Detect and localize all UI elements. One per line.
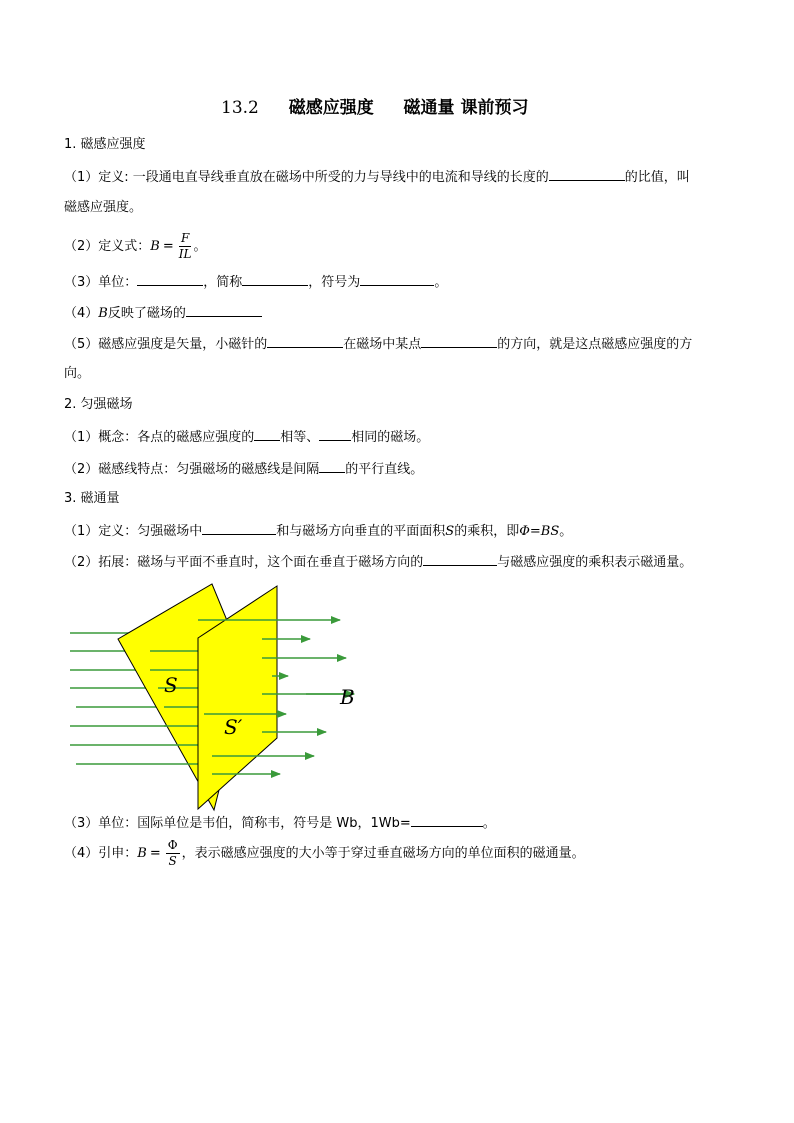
s3-derivation-line <box>64 839 585 868</box>
label-s: S <box>164 673 178 697</box>
s3-def-s: S <box>445 524 455 539</box>
s1-unit-blank-2 <box>242 274 308 286</box>
s1-def-blank <box>549 169 625 181</box>
s2-concept-text-b: 相等、 <box>280 430 320 445</box>
s3-definition-line <box>64 523 572 538</box>
label-s-prime: S′ <box>224 715 243 739</box>
s1-unit-text-c: ，符号为 <box>308 275 361 290</box>
title-text-1: 磁感应强度 <box>288 98 374 118</box>
formula-fraction <box>179 232 192 261</box>
s3-def-text-a: （1）定义：匀强磁场中 <box>64 524 203 539</box>
formula-eq: = <box>162 239 174 255</box>
s1-vector-line1 <box>64 336 692 351</box>
title-text-2: 磁通量 课前预习 <box>403 98 529 118</box>
s1-vec-blank-1 <box>267 336 343 348</box>
s1-definition-line1 <box>64 169 690 184</box>
s3-unit-line <box>64 815 496 830</box>
s1-vec-text-c: 的方向，就是这点磁感应强度的方 <box>497 337 693 352</box>
deriv-fraction <box>166 839 180 868</box>
s3-def-formula: Φ=BS <box>519 524 560 539</box>
section-3-heading: 3. 磁通量 <box>64 491 120 506</box>
s2-concept-blank-2 <box>319 429 351 441</box>
s3-extension-line <box>64 554 692 569</box>
page-title <box>221 100 528 117</box>
s1-refl-blank <box>186 305 262 317</box>
deriv-b: B <box>137 846 147 862</box>
s1-vec-text-a: （5）磁感应强度是矢量，小磁针的 <box>64 337 268 352</box>
s3-ext-text-b: 与磁感应强度的乘积表示磁通量。 <box>497 555 693 570</box>
s3-def-blank <box>202 523 276 535</box>
s1-vector-line2: 向。 <box>64 366 91 381</box>
s1-unit-blank-3 <box>360 274 434 286</box>
s2-concept-text-a: （1）概念：各点的磁感应强度的 <box>64 430 255 445</box>
s1-unit-text-b: ，简称 <box>203 275 243 290</box>
s2-concept-line <box>64 429 429 444</box>
s3-def-text-d: 。 <box>559 524 573 539</box>
s2-concept-blank-1 <box>254 429 280 441</box>
s1-unit-text-a: （3）单位： <box>64 275 138 290</box>
s2-lines-text-b: 的平行直线。 <box>345 462 424 477</box>
s1-vec-blank-2 <box>421 336 497 348</box>
s1-vec-text-b: 在磁场中某点 <box>343 337 422 352</box>
s1-formula-line <box>64 232 206 261</box>
s3-deriv-prefix: （4）引申： <box>64 846 138 862</box>
s1-unit-blank-1 <box>137 274 203 286</box>
s2-concept-text-c: 相同的磁场。 <box>351 430 430 445</box>
s2-lines-blank <box>319 461 345 473</box>
section-2-heading: 2. 匀强磁场 <box>64 397 133 412</box>
label-b: B <box>340 685 355 709</box>
s1-refl-b: B <box>98 306 108 321</box>
s2-lines-text-a: （2）磁感线特点：匀强磁场的磁感线是间隔 <box>64 462 320 477</box>
s1-reflect-line <box>64 305 262 320</box>
s1-refl-prefix: （4） <box>64 306 99 321</box>
s1-definition-line2: 磁感应强度。 <box>64 200 143 215</box>
formula-b: B <box>150 239 160 255</box>
s3-unit-text-b: 。 <box>482 816 496 831</box>
magnetic-flux-figure <box>64 584 384 804</box>
s1-unit-line <box>64 274 447 289</box>
s3-deriv-text: ，表示磁感应强度的大小等于穿过垂直磁场方向的单位面积的磁通量。 <box>181 846 585 862</box>
deriv-numerator: Φ <box>166 839 180 854</box>
s3-ext-text-a: （2）拓展：磁场与平面不垂直时，这个面在垂直于磁场方向的 <box>64 555 424 570</box>
formula-numerator: F <box>179 232 192 247</box>
s3-unit-blank <box>411 815 483 827</box>
s1-refl-text: 反映了磁场的 <box>107 306 186 321</box>
s1-unit-text-d: 。 <box>434 275 448 290</box>
s3-unit-text-a: （3）单位：国际单位是韦伯，简称韦，符号是 Wb，1Wb= <box>64 816 411 831</box>
deriv-eq: = <box>149 846 161 862</box>
s2-lines-line <box>64 461 423 476</box>
section-1-heading: 1. 磁感应强度 <box>64 137 146 152</box>
deriv-denominator: S <box>168 854 177 869</box>
s1-def-text-a: （1）定义: 一段通电直导线垂直放在磁场中所受的力与导线中的电流和导线的长度的 <box>64 170 549 185</box>
title-number: 13.2 <box>221 98 259 118</box>
s1-def-text-b: 的比值，叫 <box>624 170 690 185</box>
s3-def-text-b: 和与磁场方向垂直的平面面积 <box>276 524 446 539</box>
s1-formula-prefix: （2）定义式： <box>64 239 151 255</box>
s3-ext-blank <box>423 554 497 566</box>
formula-denominator: IL <box>178 247 192 262</box>
s3-def-text-c: 的乘积，即 <box>454 524 520 539</box>
formula-end: 。 <box>193 239 207 255</box>
